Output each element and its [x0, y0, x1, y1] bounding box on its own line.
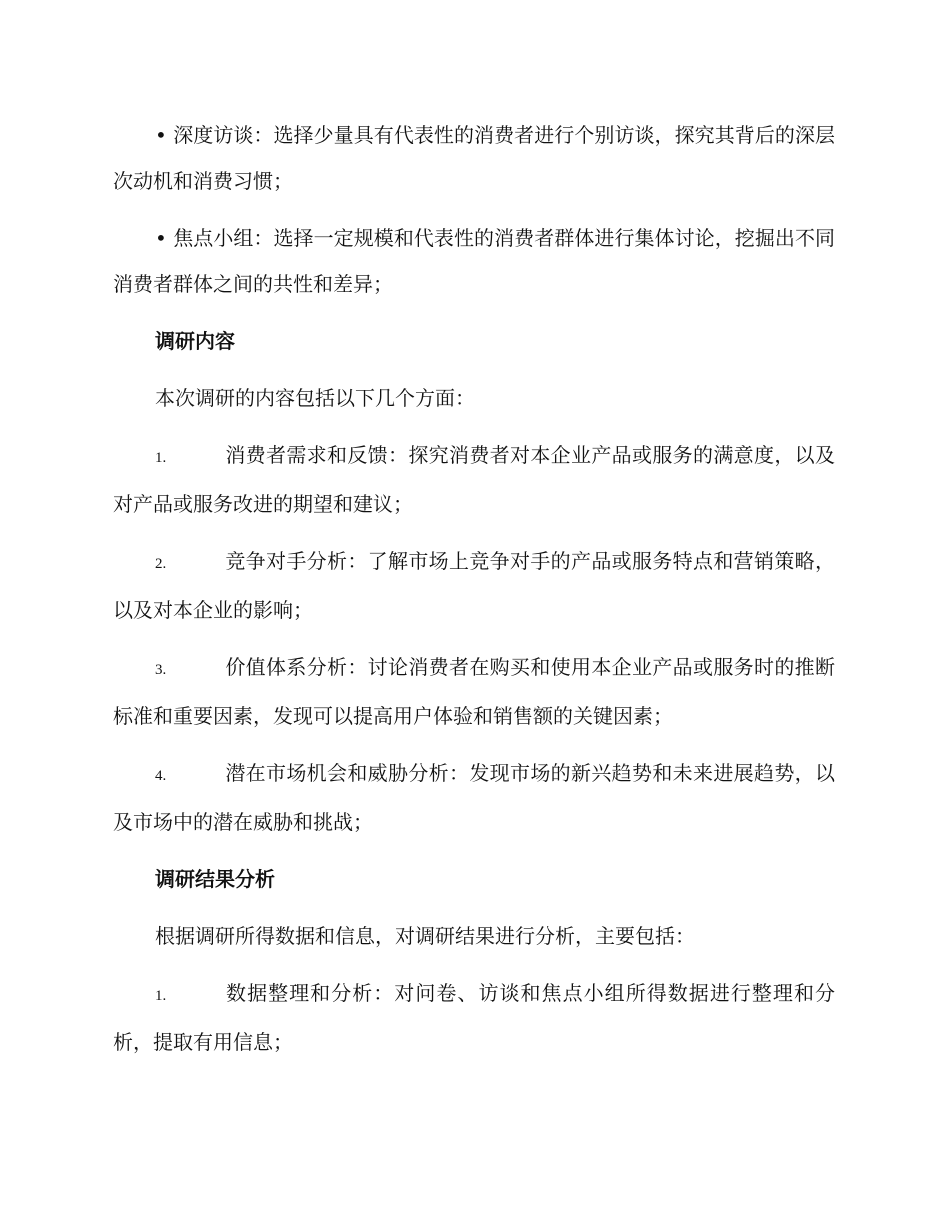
numbered-item — [113, 432, 835, 527]
section-heading-research-content: 调研内容 — [155, 329, 235, 353]
section-intro-research-content: 本次调研的内容包括以下几个方面： — [155, 386, 475, 410]
section-heading-result-analysis: 调研结果分析 — [155, 867, 275, 891]
numbered-item — [113, 538, 835, 633]
item-text: 竞争对手分析：了解市场上竞争对手的产品或服务特点和营销策略，以及对本企业的影响； — [113, 549, 835, 622]
document-body — [113, 112, 835, 1065]
numbered-item — [113, 750, 835, 845]
item-text: 潜在市场机会和威胁分析：发现市场的新兴趋势和未来进展趋势，以及市场中的潜在威胁和挑战； — [113, 761, 835, 834]
item-number: 4. — [155, 768, 167, 784]
numbered-item — [113, 644, 835, 739]
item-number: 3. — [155, 662, 167, 678]
item-number: 1. — [155, 450, 167, 466]
numbered-item — [113, 970, 835, 1065]
item-number: 2. — [155, 556, 167, 572]
bullet-paragraph-depth-interview: • 深度访谈：选择少量具有代表性的消费者进行个别访谈，探究其背后的深层次动机和消费习惯； — [113, 123, 835, 193]
bullet-paragraph-focus-group: • 焦点小组：选择一定规模和代表性的消费者群体进行集体讨论，挖掘出不同消费者群体之间的共性和差异； — [113, 226, 835, 296]
item-number: 1. — [155, 988, 167, 1004]
item-text: 价值体系分析：讨论消费者在购买和使用本企业产品或服务时的推断标准和重要因素，发现可以提高用户体验和销售额的关键因素； — [113, 655, 835, 728]
item-text: 消费者需求和反馈：探究消费者对本企业产品或服务的满意度，以及对产品或服务改进的期望和建议； — [113, 443, 835, 516]
section-intro-result-analysis: 根据调研所得数据和信息，对调研结果进行分析，主要包括： — [155, 924, 695, 948]
item-text: 数据整理和分析：对问卷、访谈和焦点小组所得数据进行整理和分析，提取有用信息； — [113, 981, 835, 1054]
